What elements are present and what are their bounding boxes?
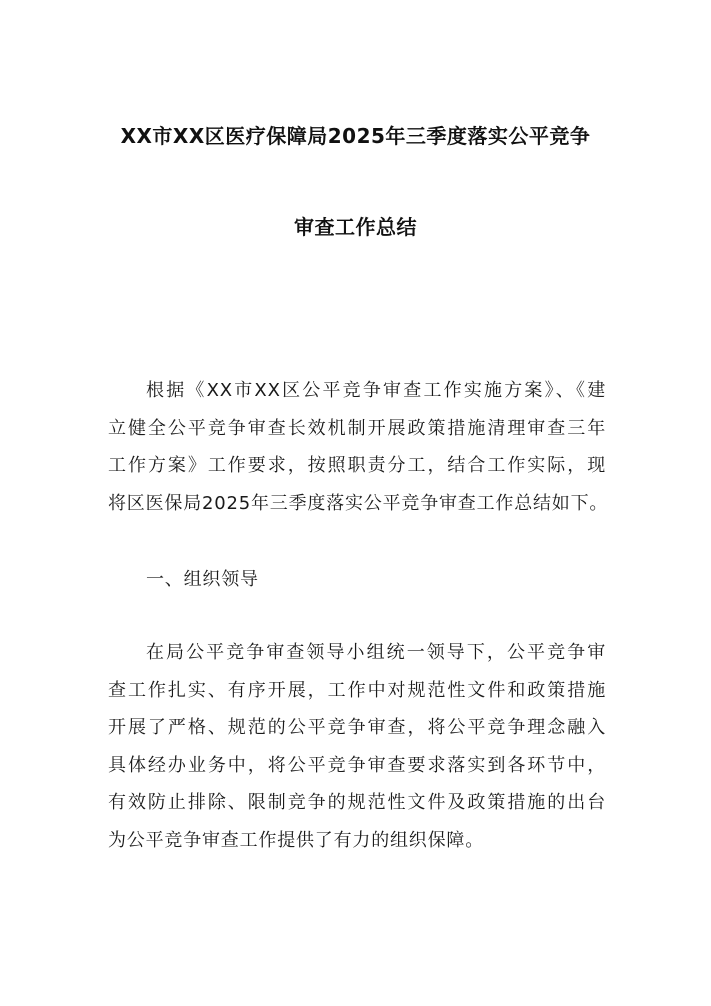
paragraph-line: 立健全公平竞争审查长效机制开展政策措施清理审查三年	[108, 417, 606, 439]
document-title-line-1: XX市XX区医疗保障局2025年三季度落实公平竞争	[120, 124, 591, 148]
section-heading-text: 一、组织领导	[146, 569, 259, 590]
paragraph-line: 在局公平竞争审查领导小组统一领导下，公平竞争审	[146, 642, 606, 663]
paragraph-line: 开展了严格、规范的公平竞争审查，将公平竞争理念融入	[108, 717, 606, 738]
paragraph-line: 具体经办业务中，将公平竞争审查要求落实到各环节中，	[108, 754, 606, 776]
paragraph-line: 工作方案》工作要求，按照职责分工，结合工作实际，现	[108, 455, 606, 476]
paragraph-intro	[108, 372, 609, 522]
paragraph-line: 根据《XX市XX区公平竞争审查工作实施方案》、《建	[146, 380, 606, 401]
paragraph-line: 将区医保局2025年三季度落实公平竞争审查工作总结如下。	[108, 492, 609, 514]
paragraph-line: 有效防止排除、限制竞争的规范性文件及政策措施的出台	[108, 792, 606, 813]
paragraph-line: 查工作扎实、有序开展，工作中对规范性文件和政策措施	[108, 679, 606, 701]
paragraph-line: 为公平竞争审查工作提供了有力的组织保障。	[108, 829, 484, 851]
paragraph-organization	[108, 634, 606, 859]
document-title-line-2: 审查工作总结	[294, 215, 417, 239]
section-heading-organization	[108, 561, 606, 599]
